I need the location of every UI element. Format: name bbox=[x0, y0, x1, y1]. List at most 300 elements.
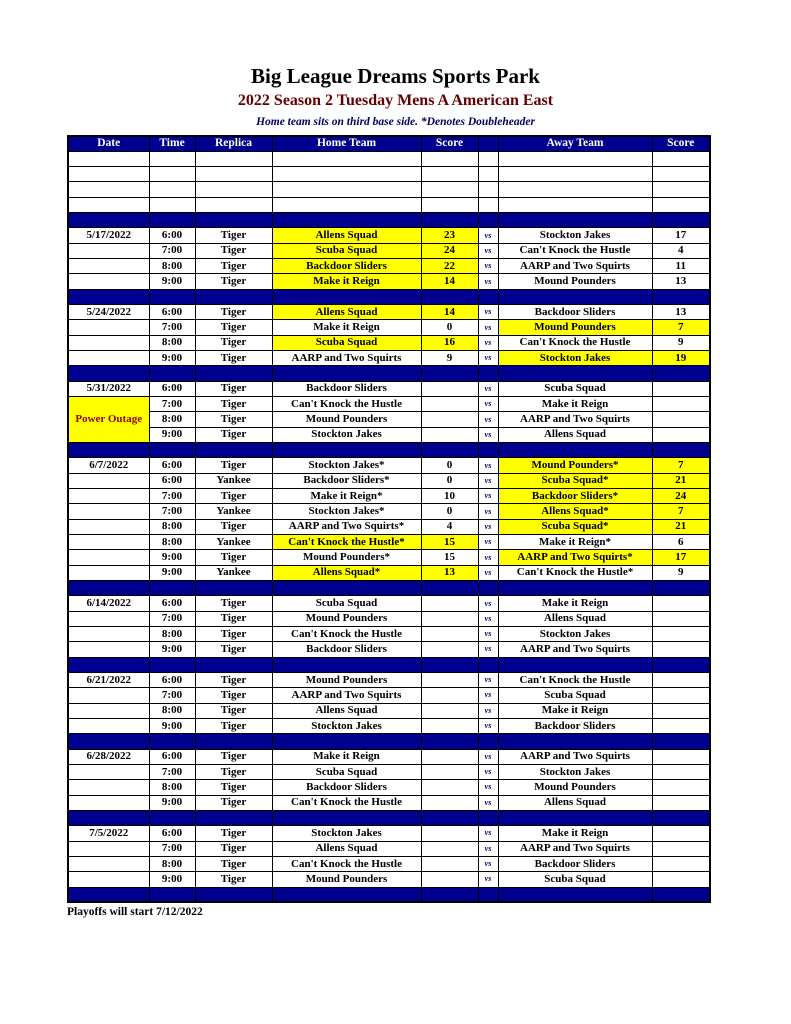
game-row bbox=[68, 473, 710, 488]
date-cell: 6/14/2022 bbox=[68, 596, 149, 611]
home-team-cell: Stockton Jakes bbox=[272, 427, 421, 442]
empty-row bbox=[68, 182, 710, 197]
away-score-cell: 4 bbox=[652, 243, 710, 258]
col-header-replica-2: Replica bbox=[195, 136, 272, 151]
date-cell bbox=[68, 504, 149, 519]
home-score-cell bbox=[421, 642, 478, 657]
separator-cell bbox=[478, 289, 498, 304]
home-score-cell bbox=[421, 197, 478, 212]
replica-cell: Tiger bbox=[195, 688, 272, 703]
separator-cell bbox=[149, 289, 195, 304]
separator-cell bbox=[272, 581, 421, 596]
away-score-cell bbox=[652, 627, 710, 642]
home-team-cell: Allens Squad bbox=[272, 703, 421, 718]
date-cell bbox=[68, 320, 149, 335]
separator-row bbox=[68, 289, 710, 304]
time-cell: 8:00 bbox=[149, 856, 195, 871]
game-row bbox=[68, 688, 710, 703]
date-cell bbox=[68, 780, 149, 795]
home-score-cell bbox=[421, 703, 478, 718]
home-team-cell: Can't Knock the Hustle* bbox=[272, 535, 421, 550]
separator-row bbox=[68, 366, 710, 381]
game-row bbox=[68, 381, 710, 396]
date-cell bbox=[68, 642, 149, 657]
home-score-cell bbox=[421, 795, 478, 810]
separator-cell bbox=[498, 734, 652, 749]
vs-cell: vs bbox=[478, 749, 498, 764]
home-team-cell: Scuba Squad bbox=[272, 596, 421, 611]
home-team-cell: Allens Squad bbox=[272, 228, 421, 243]
time-cell: 6:00 bbox=[149, 473, 195, 488]
away-team-cell bbox=[498, 197, 652, 212]
time-cell: 7:00 bbox=[149, 489, 195, 504]
game-row bbox=[68, 351, 710, 366]
away-score-cell bbox=[652, 688, 710, 703]
vs-cell: vs bbox=[478, 259, 498, 274]
separator-cell bbox=[478, 734, 498, 749]
time-cell: 9:00 bbox=[149, 795, 195, 810]
vs-cell: vs bbox=[478, 780, 498, 795]
separator-cell bbox=[68, 581, 149, 596]
home-team-cell: Backdoor Sliders bbox=[272, 780, 421, 795]
game-row bbox=[68, 627, 710, 642]
home-score-cell bbox=[421, 780, 478, 795]
away-team-cell: AARP and Two Squirts bbox=[498, 642, 652, 657]
separator-cell bbox=[421, 289, 478, 304]
time-cell: 7:00 bbox=[149, 320, 195, 335]
game-row bbox=[68, 274, 710, 289]
date-cell bbox=[68, 197, 149, 212]
home-score-cell: 0 bbox=[421, 458, 478, 473]
away-team-cell: Allens Squad* bbox=[498, 504, 652, 519]
vs-cell bbox=[478, 182, 498, 197]
away-team-cell: AARP and Two Squirts bbox=[498, 259, 652, 274]
separator-cell bbox=[149, 366, 195, 381]
home-score-cell bbox=[421, 718, 478, 733]
replica-cell: Tiger bbox=[195, 397, 272, 412]
away-score-cell: 17 bbox=[652, 550, 710, 565]
away-team-cell: Allens Squad bbox=[498, 611, 652, 626]
replica-cell: Tiger bbox=[195, 305, 272, 320]
date-cell: 7/5/2022 bbox=[68, 826, 149, 841]
date-cell bbox=[68, 182, 149, 197]
home-score-cell bbox=[421, 381, 478, 396]
game-row bbox=[68, 642, 710, 657]
home-team-cell: Mound Pounders bbox=[272, 611, 421, 626]
home-team-cell: Allens Squad bbox=[272, 841, 421, 856]
separator-cell bbox=[478, 443, 498, 458]
separator-row bbox=[68, 657, 710, 672]
time-cell: 6:00 bbox=[149, 596, 195, 611]
separator-cell bbox=[195, 366, 272, 381]
separator-cell bbox=[498, 810, 652, 825]
date-cell bbox=[68, 795, 149, 810]
game-row bbox=[68, 611, 710, 626]
vs-cell: vs bbox=[478, 228, 498, 243]
separator-cell bbox=[478, 213, 498, 228]
replica-cell: Tiger bbox=[195, 872, 272, 887]
time-cell: 8:00 bbox=[149, 412, 195, 427]
replica-cell: Tiger bbox=[195, 412, 272, 427]
home-score-cell: 24 bbox=[421, 243, 478, 258]
separator-cell bbox=[652, 213, 710, 228]
away-team-cell: Stockton Jakes bbox=[498, 764, 652, 779]
away-team-cell: AARP and Two Squirts* bbox=[498, 550, 652, 565]
time-cell bbox=[149, 151, 195, 166]
col-header-score-7: Score bbox=[652, 136, 710, 151]
separator-cell bbox=[272, 734, 421, 749]
separator-row bbox=[68, 810, 710, 825]
home-score-cell bbox=[421, 427, 478, 442]
away-score-cell bbox=[652, 182, 710, 197]
away-team-cell: Backdoor Sliders* bbox=[498, 489, 652, 504]
vs-cell: vs bbox=[478, 458, 498, 473]
vs-cell: vs bbox=[478, 473, 498, 488]
date-cell bbox=[68, 519, 149, 534]
away-team-cell bbox=[498, 182, 652, 197]
away-team-cell: Mound Pounders bbox=[498, 274, 652, 289]
home-team-cell: Backdoor Sliders* bbox=[272, 473, 421, 488]
date-cell bbox=[68, 167, 149, 182]
away-team-cell: Mound Pounders bbox=[498, 320, 652, 335]
col-header-vs-5 bbox=[478, 136, 498, 151]
home-team-cell: Make it Reign bbox=[272, 749, 421, 764]
time-cell: 6:00 bbox=[149, 672, 195, 687]
away-team-cell: Backdoor Sliders bbox=[498, 856, 652, 871]
vs-cell: vs bbox=[478, 642, 498, 657]
date-cell: 6/28/2022 bbox=[68, 749, 149, 764]
replica-cell: Tiger bbox=[195, 749, 272, 764]
game-row bbox=[68, 519, 710, 534]
home-score-cell bbox=[421, 688, 478, 703]
game-row bbox=[68, 749, 710, 764]
date-cell bbox=[68, 611, 149, 626]
game-row bbox=[68, 826, 710, 841]
replica-cell: Yankee bbox=[195, 565, 272, 580]
vs-cell: vs bbox=[478, 565, 498, 580]
away-score-cell bbox=[652, 596, 710, 611]
replica-cell: Tiger bbox=[195, 596, 272, 611]
game-row bbox=[68, 259, 710, 274]
home-score-cell bbox=[421, 672, 478, 687]
replica-cell: Tiger bbox=[195, 841, 272, 856]
separator-cell bbox=[498, 657, 652, 672]
home-score-cell: 10 bbox=[421, 489, 478, 504]
date-cell bbox=[68, 764, 149, 779]
time-cell: 8:00 bbox=[149, 780, 195, 795]
away-team-cell: AARP and Two Squirts bbox=[498, 412, 652, 427]
separator-cell bbox=[68, 213, 149, 228]
game-row bbox=[68, 764, 710, 779]
separator-cell bbox=[272, 810, 421, 825]
game-row bbox=[68, 397, 710, 412]
home-team-cell: Can't Knock the Hustle bbox=[272, 397, 421, 412]
separator-cell bbox=[498, 213, 652, 228]
vs-cell: vs bbox=[478, 504, 498, 519]
away-score-cell bbox=[652, 795, 710, 810]
replica-cell: Tiger bbox=[195, 795, 272, 810]
home-score-cell: 15 bbox=[421, 535, 478, 550]
away-score-cell: 24 bbox=[652, 489, 710, 504]
separator-cell bbox=[68, 734, 149, 749]
date-cell: 5/24/2022 bbox=[68, 305, 149, 320]
time-cell: 9:00 bbox=[149, 274, 195, 289]
time-cell: 8:00 bbox=[149, 535, 195, 550]
away-score-cell: 7 bbox=[652, 504, 710, 519]
separator-cell bbox=[149, 887, 195, 902]
away-score-cell: 21 bbox=[652, 519, 710, 534]
separator-cell bbox=[498, 581, 652, 596]
home-team-cell: Can't Knock the Hustle bbox=[272, 627, 421, 642]
away-score-cell bbox=[652, 151, 710, 166]
table-header-row bbox=[68, 136, 710, 151]
replica-cell: Tiger bbox=[195, 856, 272, 871]
game-row bbox=[68, 872, 710, 887]
away-team-cell: Can't Knock the Hustle bbox=[498, 672, 652, 687]
date-cell: 5/17/2022 bbox=[68, 228, 149, 243]
date-cell bbox=[68, 335, 149, 350]
separator-cell bbox=[652, 657, 710, 672]
replica-cell: Tiger bbox=[195, 274, 272, 289]
separator-cell bbox=[652, 443, 710, 458]
game-row bbox=[68, 565, 710, 580]
game-row bbox=[68, 412, 710, 427]
vs-cell: vs bbox=[478, 703, 498, 718]
home-score-cell bbox=[421, 627, 478, 642]
replica-cell: Yankee bbox=[195, 473, 272, 488]
date-cell bbox=[68, 688, 149, 703]
away-score-cell bbox=[652, 826, 710, 841]
date-cell bbox=[68, 872, 149, 887]
separator-row bbox=[68, 443, 710, 458]
time-cell: 6:00 bbox=[149, 305, 195, 320]
game-row bbox=[68, 335, 710, 350]
away-score-cell: 11 bbox=[652, 259, 710, 274]
separator-cell bbox=[68, 887, 149, 902]
vs-cell: vs bbox=[478, 826, 498, 841]
game-row bbox=[68, 228, 710, 243]
away-team-cell: Mound Pounders bbox=[498, 780, 652, 795]
date-cell bbox=[68, 565, 149, 580]
replica-cell: Tiger bbox=[195, 489, 272, 504]
home-team-cell: AARP and Two Squirts bbox=[272, 351, 421, 366]
home-team-cell: Make it Reign bbox=[272, 274, 421, 289]
vs-cell bbox=[478, 167, 498, 182]
time-cell: 8:00 bbox=[149, 519, 195, 534]
home-team-cell: Stockton Jakes* bbox=[272, 504, 421, 519]
separator-cell bbox=[652, 887, 710, 902]
separator-cell bbox=[498, 289, 652, 304]
replica-cell: Yankee bbox=[195, 535, 272, 550]
home-team-cell bbox=[272, 151, 421, 166]
date-cell: 6/7/2022 bbox=[68, 458, 149, 473]
home-score-cell: 14 bbox=[421, 274, 478, 289]
schedule-table bbox=[67, 135, 711, 903]
date-cell bbox=[68, 703, 149, 718]
replica-cell: Tiger bbox=[195, 627, 272, 642]
replica-cell bbox=[195, 197, 272, 212]
home-score-cell: 0 bbox=[421, 320, 478, 335]
home-team-cell: Scuba Squad bbox=[272, 764, 421, 779]
separator-cell bbox=[68, 366, 149, 381]
away-team-cell bbox=[498, 167, 652, 182]
date-cell bbox=[68, 151, 149, 166]
away-score-cell bbox=[652, 642, 710, 657]
time-cell: 7:00 bbox=[149, 688, 195, 703]
game-row bbox=[68, 243, 710, 258]
game-row bbox=[68, 596, 710, 611]
home-score-cell bbox=[421, 841, 478, 856]
home-score-cell: 22 bbox=[421, 259, 478, 274]
separator-cell bbox=[272, 366, 421, 381]
separator-cell bbox=[421, 366, 478, 381]
away-score-cell bbox=[652, 381, 710, 396]
replica-cell: Tiger bbox=[195, 764, 272, 779]
separator-cell bbox=[149, 213, 195, 228]
separator-cell bbox=[149, 443, 195, 458]
away-score-cell: 13 bbox=[652, 305, 710, 320]
vs-cell bbox=[478, 197, 498, 212]
vs-cell: vs bbox=[478, 688, 498, 703]
date-cell bbox=[68, 351, 149, 366]
home-score-cell: 4 bbox=[421, 519, 478, 534]
home-team-cell: Stockton Jakes bbox=[272, 718, 421, 733]
home-team-cell: Mound Pounders bbox=[272, 672, 421, 687]
away-team-cell: Scuba Squad* bbox=[498, 519, 652, 534]
replica-cell: Tiger bbox=[195, 703, 272, 718]
vs-cell: vs bbox=[478, 243, 498, 258]
away-score-cell bbox=[652, 856, 710, 871]
home-team-cell: Stockton Jakes* bbox=[272, 458, 421, 473]
time-cell: 6:00 bbox=[149, 458, 195, 473]
home-team-cell: Stockton Jakes bbox=[272, 826, 421, 841]
vs-cell: vs bbox=[478, 412, 498, 427]
date-cell: 5/31/2022 bbox=[68, 381, 149, 396]
separator-row bbox=[68, 581, 710, 596]
separator-cell bbox=[195, 581, 272, 596]
away-team-cell: Scuba Squad bbox=[498, 688, 652, 703]
separator-cell bbox=[498, 443, 652, 458]
vs-cell: vs bbox=[478, 351, 498, 366]
vs-cell: vs bbox=[478, 274, 498, 289]
away-team-cell: Make it Reign bbox=[498, 703, 652, 718]
separator-cell bbox=[149, 657, 195, 672]
time-cell: 9:00 bbox=[149, 565, 195, 580]
separator-cell bbox=[68, 810, 149, 825]
col-header-home-team-3: Home Team bbox=[272, 136, 421, 151]
away-team-cell: Scuba Squad* bbox=[498, 473, 652, 488]
separator-cell bbox=[421, 443, 478, 458]
away-score-cell bbox=[652, 764, 710, 779]
away-team-cell: Make it Reign bbox=[498, 596, 652, 611]
away-team-cell: AARP and Two Squirts bbox=[498, 749, 652, 764]
replica-cell bbox=[195, 182, 272, 197]
away-team-cell: Allens Squad bbox=[498, 795, 652, 810]
time-cell: 9:00 bbox=[149, 642, 195, 657]
separator-cell bbox=[421, 581, 478, 596]
away-score-cell bbox=[652, 412, 710, 427]
date-cell bbox=[68, 718, 149, 733]
vs-cell: vs bbox=[478, 335, 498, 350]
vs-cell: vs bbox=[478, 841, 498, 856]
replica-cell: Tiger bbox=[195, 611, 272, 626]
time-cell: 7:00 bbox=[149, 243, 195, 258]
separator-cell bbox=[421, 657, 478, 672]
separator-cell bbox=[68, 657, 149, 672]
separator-cell bbox=[421, 734, 478, 749]
time-cell: 7:00 bbox=[149, 504, 195, 519]
time-cell: 9:00 bbox=[149, 872, 195, 887]
time-cell bbox=[149, 182, 195, 197]
page-subtitle: 2022 Season 2 Tuesday Mens A American East bbox=[237, 92, 554, 109]
separator-cell bbox=[478, 887, 498, 902]
separator-cell bbox=[68, 443, 149, 458]
replica-cell: Tiger bbox=[195, 320, 272, 335]
separator-cell bbox=[652, 734, 710, 749]
vs-cell: vs bbox=[478, 535, 498, 550]
separator-cell bbox=[478, 366, 498, 381]
vs-cell: vs bbox=[478, 519, 498, 534]
replica-cell: Tiger bbox=[195, 780, 272, 795]
away-team-cell: Scuba Squad bbox=[498, 381, 652, 396]
home-score-cell: 0 bbox=[421, 504, 478, 519]
date-cell bbox=[68, 473, 149, 488]
date-cell bbox=[68, 550, 149, 565]
away-score-cell bbox=[652, 872, 710, 887]
separator-cell bbox=[195, 213, 272, 228]
home-team-cell: Make it Reign* bbox=[272, 489, 421, 504]
page-title: Big League Dreams Sports Park bbox=[251, 64, 540, 88]
home-team-cell: AARP and Two Squirts* bbox=[272, 519, 421, 534]
separator-cell bbox=[272, 213, 421, 228]
vs-cell: vs bbox=[478, 305, 498, 320]
separator-cell bbox=[195, 887, 272, 902]
game-row bbox=[68, 703, 710, 718]
separator-cell bbox=[498, 366, 652, 381]
home-team-cell: Allens Squad bbox=[272, 305, 421, 320]
time-cell: 9:00 bbox=[149, 718, 195, 733]
separator-cell bbox=[478, 810, 498, 825]
vs-cell: vs bbox=[478, 550, 498, 565]
away-score-cell bbox=[652, 749, 710, 764]
vs-cell: vs bbox=[478, 320, 498, 335]
separator-cell bbox=[421, 887, 478, 902]
away-team-cell: Allens Squad bbox=[498, 427, 652, 442]
separator-cell bbox=[195, 657, 272, 672]
away-score-cell: 7 bbox=[652, 320, 710, 335]
replica-cell bbox=[195, 167, 272, 182]
time-cell: 8:00 bbox=[149, 627, 195, 642]
vs-cell: vs bbox=[478, 856, 498, 871]
away-score-cell: 13 bbox=[652, 274, 710, 289]
replica-cell: Tiger bbox=[195, 351, 272, 366]
game-row bbox=[68, 718, 710, 733]
separator-row bbox=[68, 734, 710, 749]
vs-cell: vs bbox=[478, 397, 498, 412]
away-team-cell: Scuba Squad bbox=[498, 872, 652, 887]
game-row bbox=[68, 550, 710, 565]
date-cell bbox=[68, 243, 149, 258]
vs-cell: vs bbox=[478, 627, 498, 642]
home-team-cell: Scuba Squad bbox=[272, 243, 421, 258]
time-cell: 9:00 bbox=[149, 427, 195, 442]
away-team-cell: Make it Reign bbox=[498, 397, 652, 412]
home-team-cell: AARP and Two Squirts bbox=[272, 688, 421, 703]
replica-cell bbox=[195, 151, 272, 166]
home-score-cell: 15 bbox=[421, 550, 478, 565]
separator-cell bbox=[652, 289, 710, 304]
date-cell bbox=[68, 489, 149, 504]
